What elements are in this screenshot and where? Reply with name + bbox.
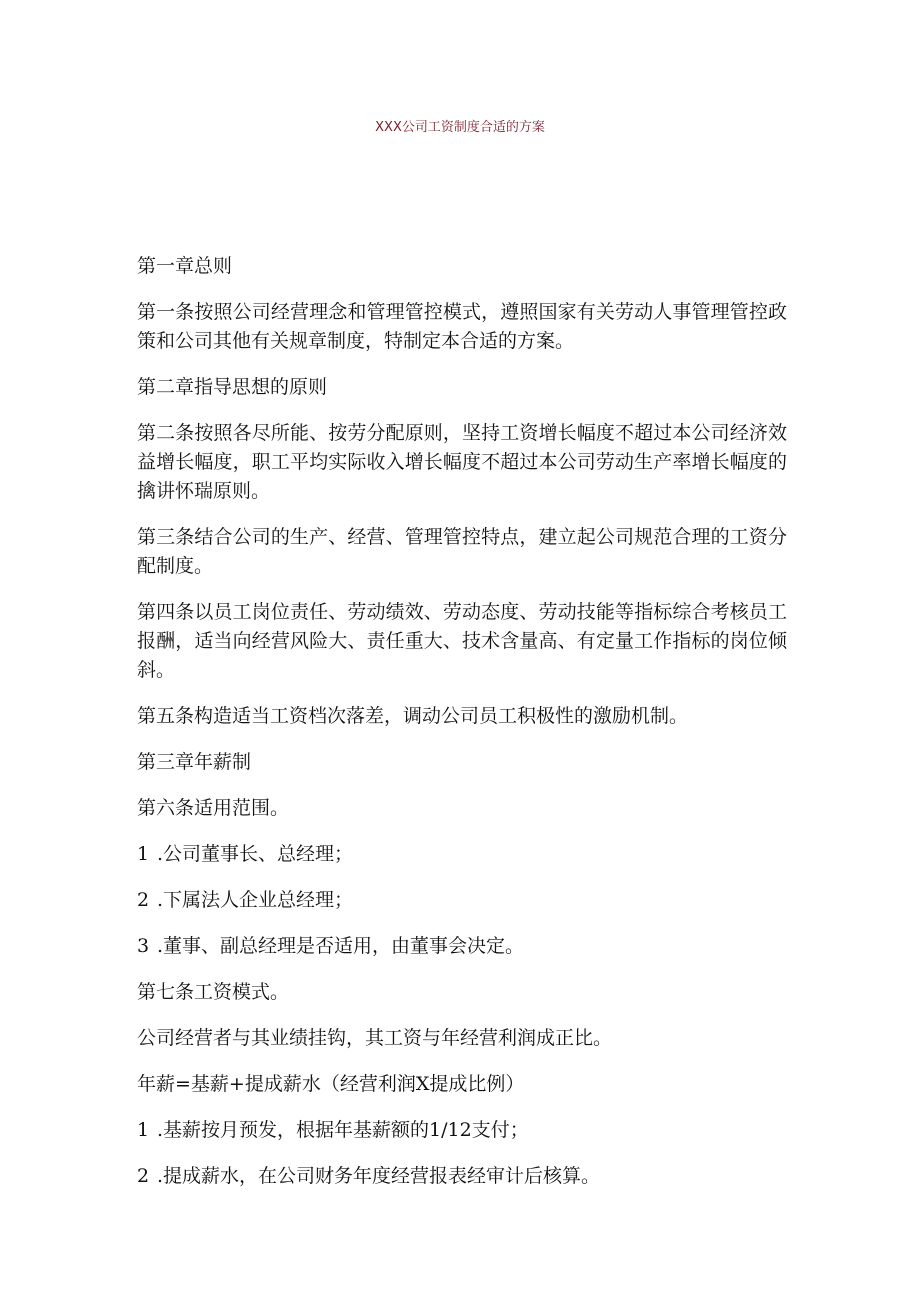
list-number: 2 (137, 1165, 150, 1187)
article-paragraph: 第七条工资模式。 (137, 981, 290, 1003)
list-item (137, 1162, 787, 1191)
article-paragraph: 第六条适用范围。 (137, 797, 290, 819)
list-item-text: .董事、副总经理是否适用，由董事会决定。 (157, 935, 525, 957)
list-number: 1 (137, 843, 150, 865)
article-paragraph: 第一条按照公司经营理念和管理管控模式，遵照国家有关劳动人事管理管控政策和公司其他有关规章制度，特制定本合适的方案。 (137, 301, 787, 352)
list-number: 1 (137, 1119, 150, 1141)
article-paragraph: 第三条结合公司的生产、经营、管理管控特点，建立起公司规范合理的工资分配制度。 (137, 526, 787, 577)
list-item (137, 1116, 787, 1145)
list-number: 2 (137, 889, 150, 911)
list-item-text: .提成薪水，在公司财务年度经营报表经审计后核算。 (157, 1165, 601, 1187)
list-item (137, 840, 787, 869)
list-item (137, 886, 787, 915)
list-item-text: .公司董事长、总经理； (157, 843, 354, 865)
chapter-heading: 第三章年薪制 (137, 751, 252, 773)
article-paragraph: 第二条按照各尽所能、按劳分配原则，坚持工资增长幅度不超过本公司经济效益增长幅度，职工平均实际收入增长幅度不超过本公司劳动生产率增长幅度的擒讲怀瑞原则。 (137, 422, 787, 502)
list-item-text: .下属法人企业总经理； (157, 889, 354, 911)
article-paragraph: 第五条构造适当工资档次落差，调动公司员工积极性的激励机制。 (137, 705, 689, 727)
list-number: 3 (137, 935, 150, 957)
article-paragraph: 第四条以员工岗位责任、劳动绩效、劳动态度、劳动技能等指标综合考核员工报酬，适当向经营风险大、责任重大、技术含量高、有定量工作指标的岗位倾斜。 (137, 601, 787, 681)
formula-paragraph: 年薪=基薪+提成薪水（经营利润X提成比例） (137, 1073, 525, 1095)
article-paragraph: 公司经营者与其业绩挂钩，其工资与年经营利润成正比。 (137, 1027, 613, 1049)
document-body (137, 252, 787, 1208)
list-item (137, 932, 787, 961)
document-title: XXX公司工资制度合适的方案 (375, 120, 545, 135)
list-item-text: .基薪按月预发，根据年基薪额的1/12支付； (157, 1119, 529, 1141)
chapter-heading: 第二章指导思想的原则 (137, 376, 328, 398)
chapter-heading: 第一章总则 (137, 255, 233, 277)
